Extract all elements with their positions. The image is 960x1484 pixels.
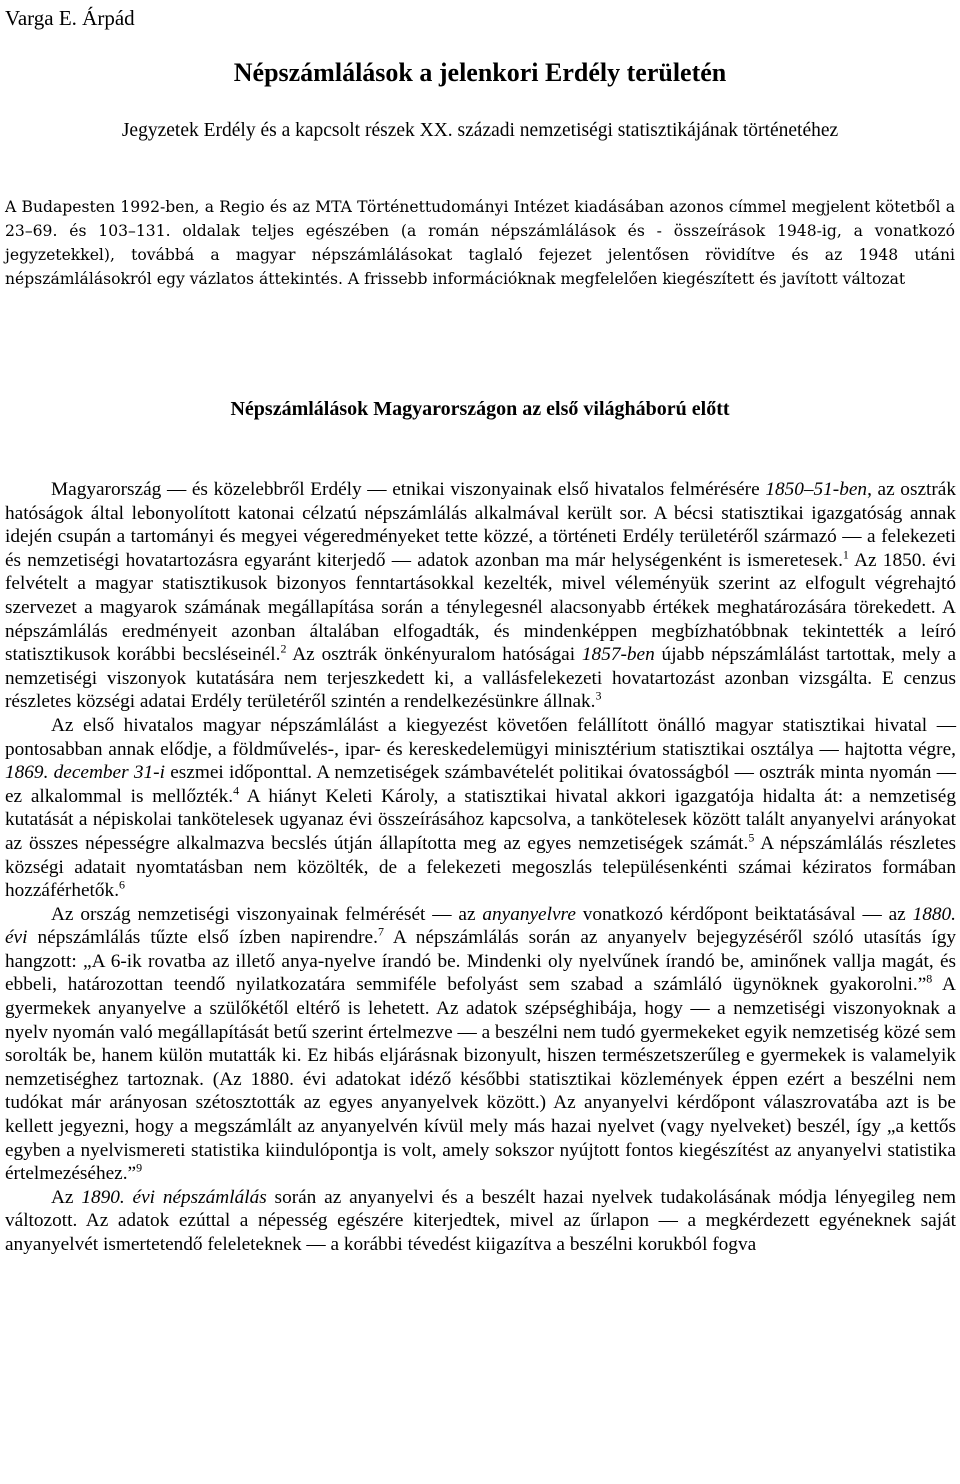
document-title: Népszámlálások a jelenkori Erdély területén	[233, 58, 727, 87]
footnote-ref-7[interactable]: 7	[377, 924, 384, 939]
text-run: vonatkozó kérdőpont beiktatásával — az	[575, 903, 913, 925]
text-run: újabb népszámlálást tartottak, mely a nemzetiségi viszonyok kutatására nem terjeszkedett ki, a vallásfelekezeti hovatartozást azonban vizsgálta. E cenzus részletes községi adatai Erdély területéről szintén a rendelkezésünkre állnak.	[5, 644, 957, 713]
intro-paragraph: A Budapesten 1992-ben, a Regio és az MTA Történettudományi Intézet kiadásában azonos címmel megjelent kötetből a 23–69. és 103–131. oldalak teljes egészében (a román népszámlálások és - összeírások 1948-ig, a vonatkozó jegyzetekkel), továbbá a magyar népszámlálásokat taglaló fejezet jelentősen rövidítve és az 1948 utáni népszámlálásokról egy vázlatos áttekintés. A frissebb információknak megfelelően kiegészített és javított változat	[5, 198, 955, 288]
section-title: Népszámlálások Magyarországon az első világháború előtt	[230, 398, 730, 420]
footnote-ref-3[interactable]: 3	[595, 688, 602, 703]
italic-run: 1850–51-ben	[765, 479, 868, 500]
italic-run: 1869. december 31-i	[5, 762, 165, 784]
italic-run: anyanyelvre	[482, 903, 576, 925]
footnote-ref-6[interactable]: 6	[119, 877, 126, 892]
footnote-ref-2[interactable]: 2	[280, 641, 287, 656]
text-run: Az osztrák önkényuralom hatóságai	[286, 644, 582, 666]
footnote-ref-5[interactable]: 5	[748, 830, 755, 845]
footnote-ref-8[interactable]: 8	[926, 972, 933, 987]
paragraph-3	[5, 903, 956, 1186]
text-run: Az első hivatalos magyar népszámlálást a kiegyezést követően felállított önálló magyar statisztikai hivatal — pontosabban annak elődje, a földművelés-, ipar- és kereskedelemügyi minisztérium statisztikai osztálya — hajtotta végre,	[5, 714, 956, 760]
paragraph-1	[5, 478, 956, 714]
text-run: népszámlálás tűzte első ízben napirendre.	[27, 927, 378, 949]
paragraph-2	[5, 714, 956, 903]
text-run: Az ország nemzetiségi viszonyainak felmérését — az	[51, 903, 483, 925]
text-run: során az anyanyelvi és a beszélt hazai nyelvek tudakolásának módja lényegileg nem változott. Az adatok ezúttal a népesség egészére kiterjedtek, mivel az űrlapon — a megkérdezett egyéneknek saját anyanyelvét ismertetendő feleleteknek — a korábbi tévedést kiigazítva a beszélni korukból fogva	[5, 1186, 956, 1255]
footnote-ref-4[interactable]: 4	[233, 783, 240, 798]
text-run: A hiányt Keleti Károly, a statisztikai hivatal akkori igazgatója hidalta át: a nemzetiség kutatását a népiskolai tankötelesek ugyanaz évi összeírásához kapcsolva, a tankötelesek között talált anyanyelvi arányokat az összes népességre alkalmazva becslés útján állapította meg az egyes nemzetiségek számát.	[5, 785, 956, 854]
footnote-ref-9[interactable]: 9	[136, 1160, 143, 1175]
italic-run: 1890. évi népszámlálás	[81, 1186, 267, 1208]
text-run: Magyarország — és közelebbről Erdély — etnikai viszonyainak első hivatalos felmérésére	[51, 479, 766, 500]
document-subtitle: Jegyzetek Erdély és a kapcsolt részek XX. századi nemzetiségi statisztikájának történetéhez	[121, 120, 839, 141]
text-run: eszmei időponttal. A nemzetiségek számbavételét politikai óvatosságból — osztrák minta nyomán — ez alkalommal is mellőzték.	[5, 762, 956, 807]
body-text	[5, 478, 956, 1257]
text-run: Az	[51, 1186, 82, 1208]
text-run: Az 1850. évi felvételt a magyar statisztikusok bizonyos fenntartásokkal kezelték, mivel véleményük szerint az elfogult végrehajtó szervezet a magyarok számának megállapítása során a ténylegesnél alacsonyabb értékek meghatározására törekedett. A népszámlálás eredményeit azonban általában elfogadták, és mindenképpen megbízhatóbbnak tekintették a leíró statisztikusok korábbi becsléseinél.	[5, 549, 956, 666]
text-run: A népszámlálás során az anyanyelv bejegyzéséről szóló utasítás így hangzott: „A 6-ik rovatba az illető anya-nyelve írandó be. Mindenki oly nyelvűnek írandó be, aminőnek vallja magát, és ebbeli, határozottan teendő nyilatkozatára semmiféle befolyást sem szabad a számláló ügynöknek gyakorolni.”	[5, 927, 956, 996]
italic-run: 1880. évi	[5, 903, 956, 949]
italic-run: 1857-ben	[581, 644, 655, 666]
text-run: , az osztrák hatóságok által lebonyolított katonai célzatú népszámlálás alkalmával került sor. A bécsi statisztikai igazgatóság annak idején csupán a tartományi és megyei végeredményeket tette közzé, a történeti Erdély területéről származó — a felekezeti és nemzetiségi hovatartozásra egyaránt kiterjedő — adatok azonban ma már helységenként is ismeretesek.	[5, 479, 956, 571]
footnote-ref-1[interactable]: 1	[842, 547, 849, 562]
text-run: A népszámlálás részletes községi adatait nyomtatásban nem közölték, de a felekezeti megoszlás településenkénti számai kéziratos formában hozzáférhetők.	[5, 832, 957, 902]
author-name: Varga E. Árpád	[5, 6, 135, 30]
paragraph-4	[5, 1186, 956, 1257]
text-run: A gyermekek anyanyelve a szülőkétől eltérő is lehetett. Az adatok szépséghibája, hogy — a nemzetiségi viszonyoknak a nyelv nyomán való megállapítását betű szerint értelmezve — a beszélni nem tudó gyermekeket egyik nemzetiség közé sem sorolták be, hanem külön mutatták ki. Ez hibás eljárásnak bizonyult, hiszen természetszerűleg e gyermekek is valamelyik nemzetiséghez tartoznak. (Az 1880. évi adatokat idéző későbbi statisztikai közlemények éppen ezért a beszélni nem tudókat már arányosan szétosztották az egyes anyanyelvek között.) Az anyanyelvi kérdőpont válaszrovatába azt is be kellett jegyezni, hogy a megszámlált az anyanyelvén kívül mely más hazai nyelvet (vagy nyelveket) beszél, így „a kettős egyben a nyelvismereti statistika kiindulópontja is volt, amely sokszor nyújtott fontos kiegészítést az anyanyelvi statistika értelmezéséhez.”	[5, 974, 956, 1185]
